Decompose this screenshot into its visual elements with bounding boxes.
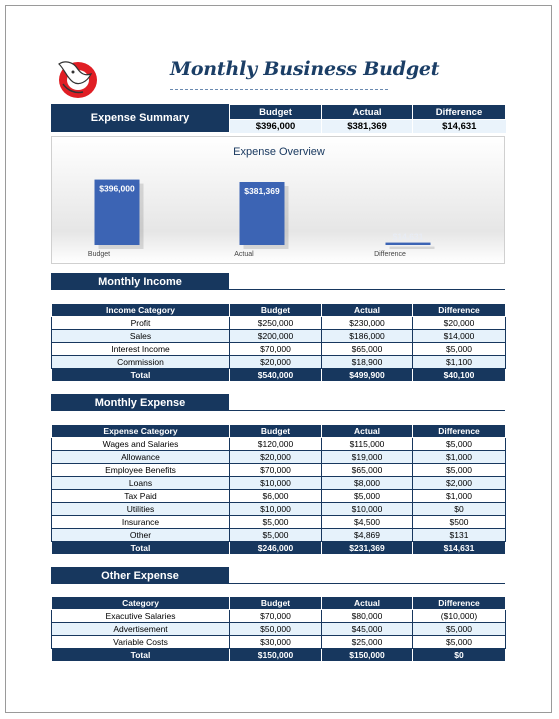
total-value: $540,000 [230, 369, 322, 382]
value-cell: $30,000 [230, 636, 322, 649]
column-header: Budget [230, 304, 322, 317]
bar-difference [386, 243, 431, 245]
column-header: Budget [230, 597, 322, 610]
category-label-actual: Actual [234, 251, 254, 258]
summary-header-difference: Difference [413, 105, 506, 120]
category-cell: Variable Costs [52, 636, 230, 649]
table-row [52, 610, 506, 623]
data-label-actual: $381,369 [244, 185, 280, 196]
table-row [52, 330, 506, 343]
category-label-difference: Difference [374, 251, 406, 258]
value-cell: $19,000 [322, 451, 413, 464]
value-cell: $70,000 [230, 464, 322, 477]
total-value: $0 [413, 649, 506, 662]
column-header: Difference [413, 425, 506, 438]
other-expense-table [51, 596, 506, 662]
column-header: Expense Category [52, 425, 230, 438]
total-value: $40,100 [413, 369, 506, 382]
chart-canvas [52, 137, 505, 264]
summary-header-actual: Actual [322, 105, 413, 120]
category-cell: Utilities [52, 503, 230, 516]
value-cell: $5,000 [413, 343, 506, 356]
category-label-budget: Budget [87, 251, 111, 258]
table-row [52, 623, 506, 636]
value-cell: $20,000 [230, 451, 322, 464]
expense-overview-chart [51, 136, 505, 264]
category-cell: Wages and Salaries [52, 438, 230, 451]
total-value: $499,900 [322, 369, 413, 382]
column-header: Category [52, 597, 230, 610]
value-cell: $10,000 [230, 503, 322, 516]
total-value: $150,000 [322, 649, 413, 662]
value-cell: $10,000 [230, 477, 322, 490]
section-title-monthly-income: Monthly Income [51, 273, 229, 290]
category-cell: Advertisement [52, 623, 230, 636]
value-cell: $5,000 [230, 516, 322, 529]
total-row [52, 542, 506, 555]
value-cell: $186,000 [322, 330, 413, 343]
value-cell: $8,000 [322, 477, 413, 490]
chart-title: Expense Overview [233, 146, 325, 158]
table-row [52, 503, 506, 516]
total-value: $231,369 [322, 542, 413, 555]
value-cell: $5,000 [413, 636, 506, 649]
total-row [52, 369, 506, 382]
value-cell: $45,000 [322, 623, 413, 636]
value-cell: $50,000 [230, 623, 322, 636]
category-cell: Loans [52, 477, 230, 490]
category-cell: Sales [52, 330, 230, 343]
section-rule [229, 410, 505, 411]
category-cell: Exacutive Salaries [52, 610, 230, 623]
value-cell: $65,000 [322, 464, 413, 477]
column-header: Actual [322, 304, 413, 317]
value-cell: $115,000 [322, 438, 413, 451]
section-rule [229, 289, 505, 290]
section-title-monthly-expense: Monthly Expense [51, 394, 229, 411]
value-cell: $230,000 [322, 317, 413, 330]
value-cell: $5,000 [230, 529, 322, 542]
value-cell: $5,000 [413, 623, 506, 636]
table-row [52, 451, 506, 464]
table-row [52, 636, 506, 649]
value-cell: $5,000 [322, 490, 413, 503]
expense-summary-label: Expense Summary [51, 104, 229, 132]
value-cell: $20,000 [413, 317, 506, 330]
bar-shadow [390, 247, 435, 249]
value-cell: $0 [413, 503, 506, 516]
value-cell: $25,000 [322, 636, 413, 649]
category-cell: Allowance [52, 451, 230, 464]
total-label: Total [52, 649, 230, 662]
value-cell: ($10,000) [413, 610, 506, 623]
summary-value-actual: $381,369 [322, 120, 413, 134]
summary-value-budget: $396,000 [230, 120, 322, 134]
category-cell: Employee Benefits [52, 464, 230, 477]
value-cell: $20,000 [230, 356, 322, 369]
monthly-income-table [51, 303, 506, 382]
value-cell: $4,500 [322, 516, 413, 529]
value-cell: $1,000 [413, 451, 506, 464]
section-title-other-expense: Other Expense [51, 567, 229, 584]
column-header: Actual [322, 425, 413, 438]
value-cell: $6,000 [230, 490, 322, 503]
company-logo-icon [51, 54, 101, 102]
total-value: $150,000 [230, 649, 322, 662]
value-cell: $10,000 [322, 503, 413, 516]
summary-table [229, 104, 506, 133]
value-cell: $4,869 [322, 529, 413, 542]
table-row [52, 529, 506, 542]
value-cell: $200,000 [230, 330, 322, 343]
category-cell: Interest Income [52, 343, 230, 356]
value-cell: $250,000 [230, 317, 322, 330]
value-cell: $18,900 [322, 356, 413, 369]
value-cell: $120,000 [230, 438, 322, 451]
category-cell: Tax Paid [52, 490, 230, 503]
column-header: Difference [413, 304, 506, 317]
table-row [52, 317, 506, 330]
data-label-difference: $14,631 [392, 231, 424, 242]
summary-header-budget: Budget [230, 105, 322, 120]
category-cell: Profit [52, 317, 230, 330]
table-row [52, 477, 506, 490]
total-label: Total [52, 542, 230, 555]
column-header: Budget [230, 425, 322, 438]
column-header: Difference [413, 597, 506, 610]
table-row [52, 516, 506, 529]
table-row [52, 438, 506, 451]
table-row [52, 356, 506, 369]
table-row [52, 343, 506, 356]
category-cell: Insurance [52, 516, 230, 529]
monthly-expense-table [51, 424, 506, 555]
title-underline [170, 89, 388, 90]
value-cell: $70,000 [230, 610, 322, 623]
value-cell: $1,000 [413, 490, 506, 503]
category-cell: Other [52, 529, 230, 542]
table-row [52, 490, 506, 503]
value-cell: $70,000 [230, 343, 322, 356]
total-value: $246,000 [230, 542, 322, 555]
total-label: Total [52, 369, 230, 382]
value-cell: $500 [413, 516, 506, 529]
total-value: $14,631 [413, 542, 506, 555]
value-cell: $1,100 [413, 356, 506, 369]
column-header: Income Category [52, 304, 230, 317]
table-row [52, 464, 506, 477]
value-cell: $2,000 [413, 477, 506, 490]
value-cell: $80,000 [322, 610, 413, 623]
data-label-budget: $396,000 [99, 183, 135, 194]
total-row [52, 649, 506, 662]
column-header: Actual [322, 597, 413, 610]
value-cell: $65,000 [322, 343, 413, 356]
section-rule [229, 583, 505, 584]
category-cell: Commission [52, 356, 230, 369]
value-cell: $5,000 [413, 438, 506, 451]
summary-value-difference: $14,631 [413, 120, 506, 134]
value-cell: $131 [413, 529, 506, 542]
value-cell: $5,000 [413, 464, 506, 477]
page-title: Monthly Business Budget [170, 58, 440, 80]
value-cell: $14,000 [413, 330, 506, 343]
